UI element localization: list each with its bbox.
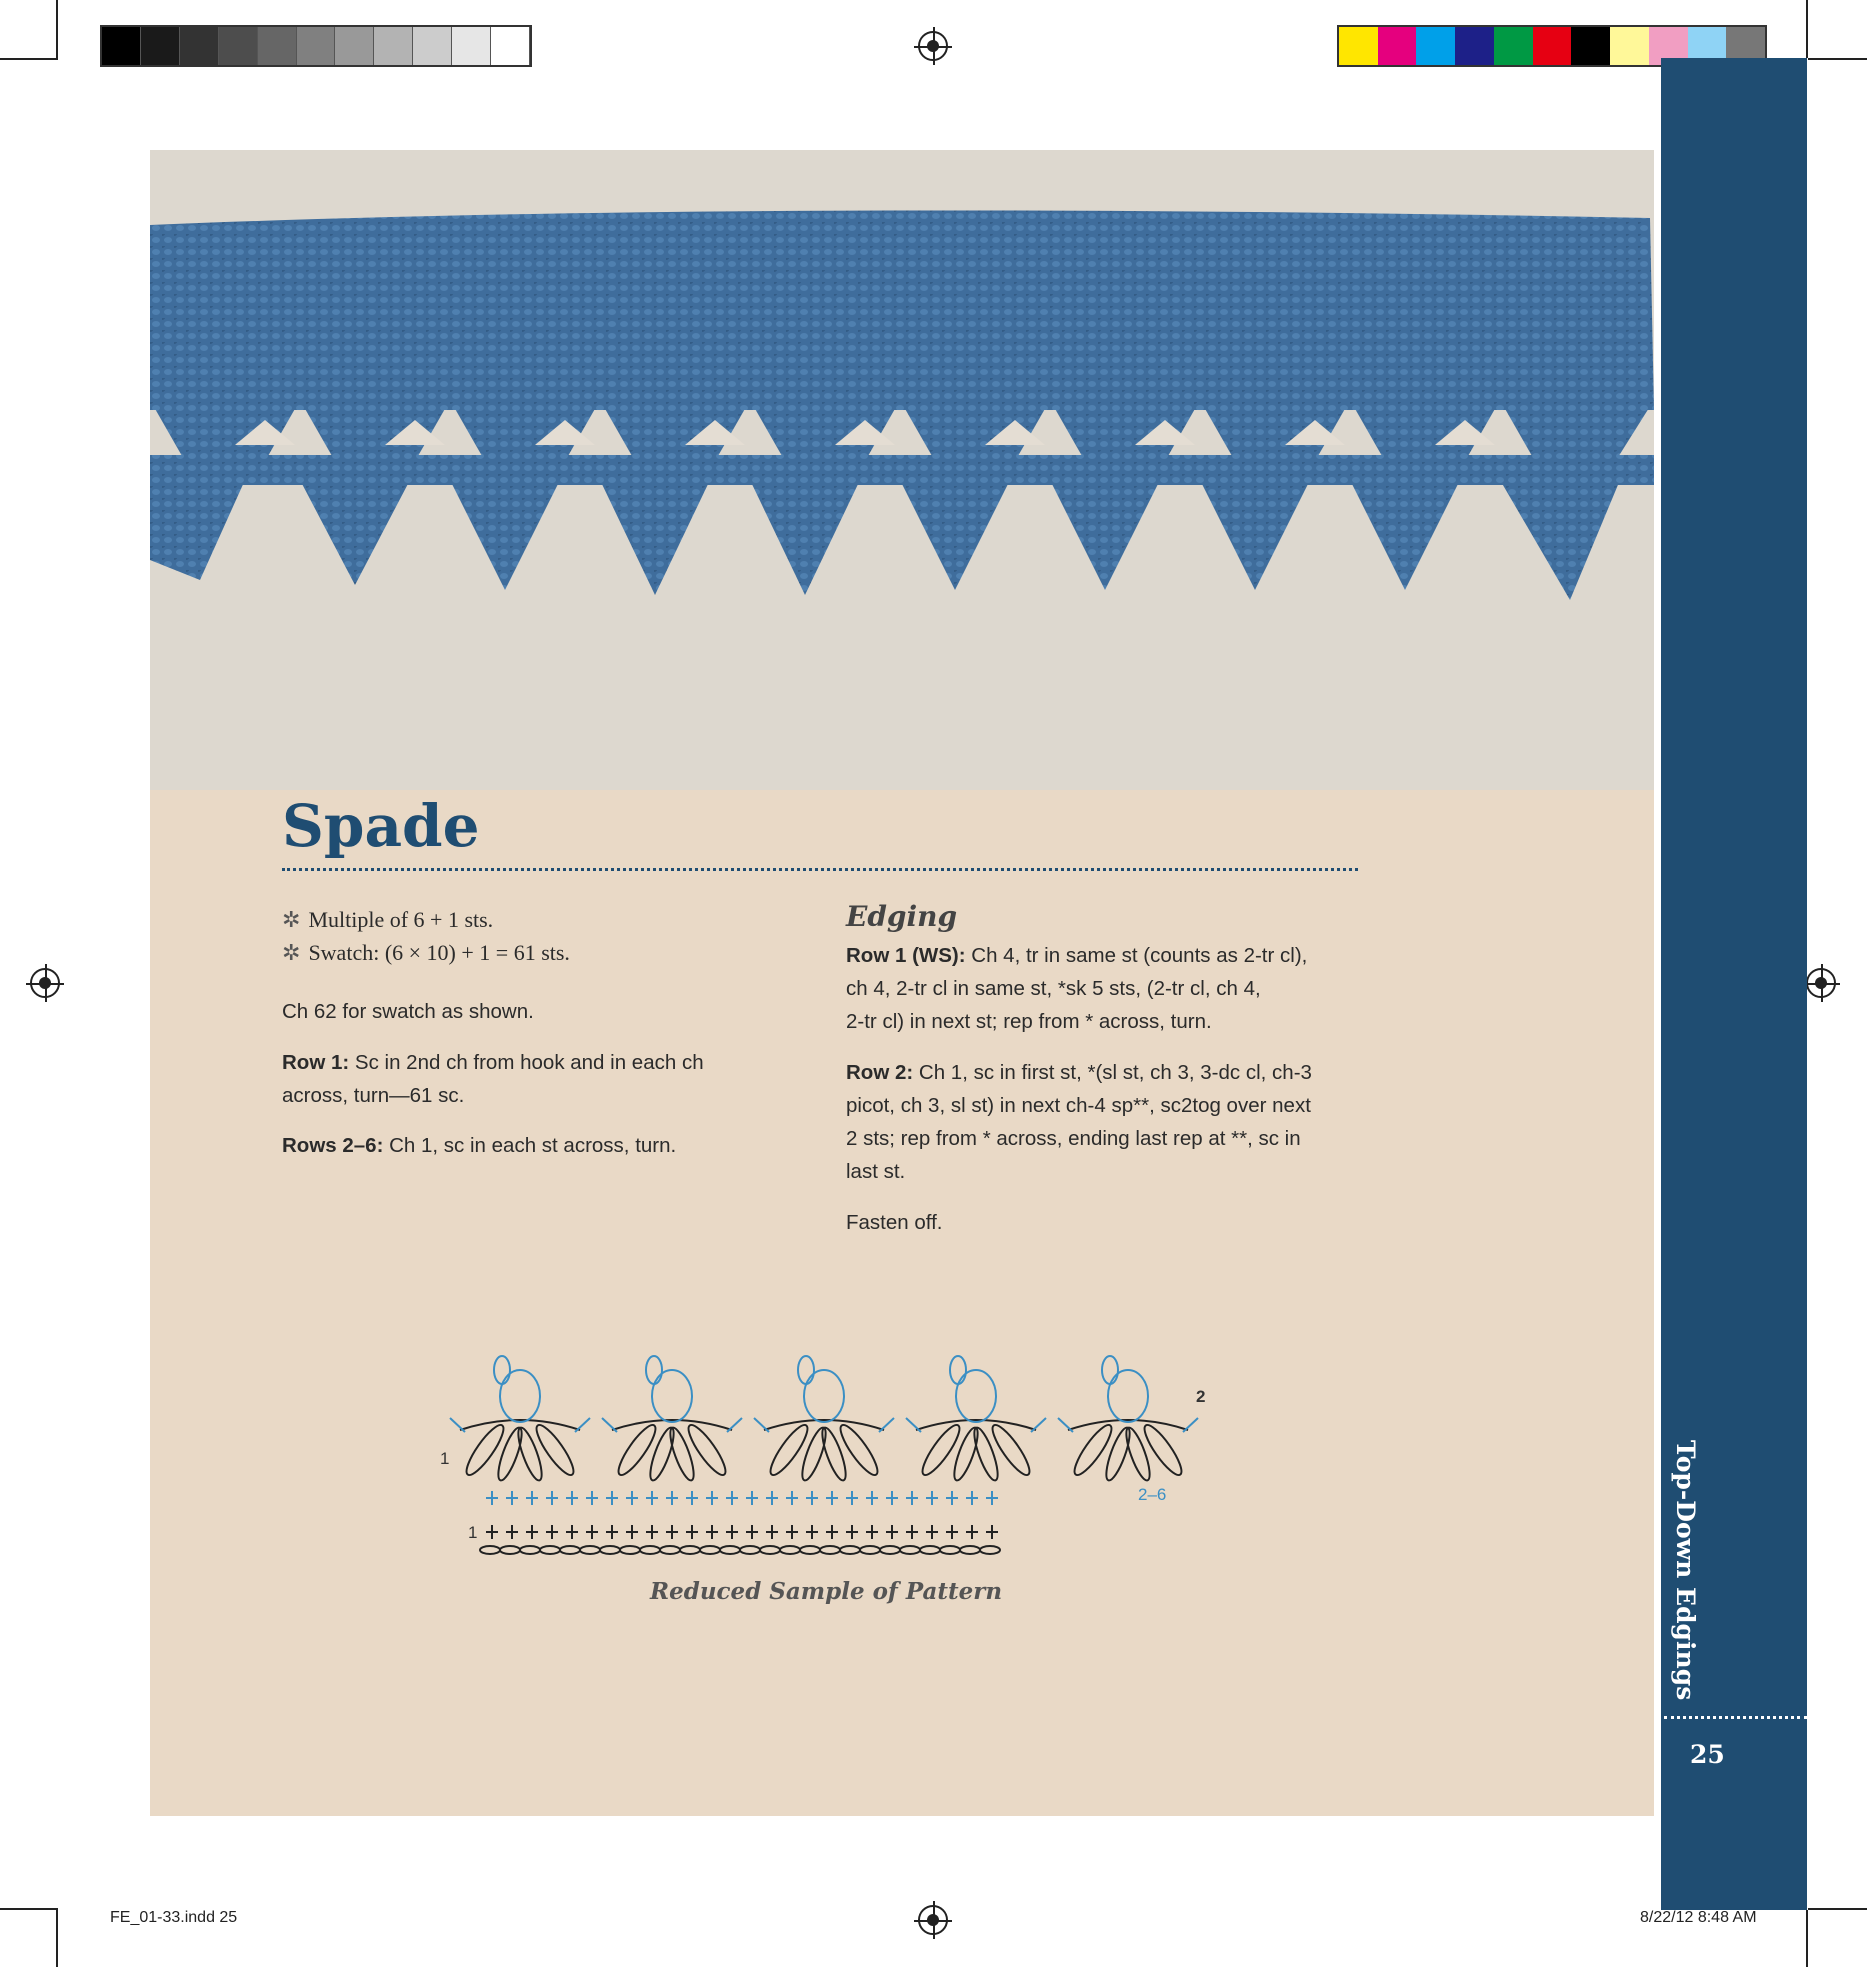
spec-swatch: ✲ Swatch: (6 × 10) + 1 = 61 sts. [282,940,570,965]
title-divider [282,868,1358,871]
sl-stitch [727,1418,742,1432]
page-number: 25 [1690,1740,1725,1769]
chain-stitch [880,1546,900,1554]
registration-mark-right [1806,968,1836,998]
sl-stitch [450,1418,465,1432]
row-1-instruction: Row 1: Sc in 2nd ch from hook and in each ch across, turn—61 sc. [282,1051,704,1107]
chain-stitch [980,1546,1000,1554]
sl-stitch [906,1418,921,1432]
chain-stitch [860,1546,880,1554]
rows-2-6-instruction: Rows 2–6: Ch 1, sc in each st across, turn. [282,1134,677,1157]
tr-cluster [666,1425,698,1482]
tr-cluster [646,1425,678,1482]
chain-stitch [560,1546,580,1554]
dc-cluster [1108,1370,1148,1422]
chain-stitch [660,1546,680,1554]
edging-heading: Edging [846,900,958,933]
crop-mark [56,0,58,58]
chart-row-label-2: 2 [1196,1387,1206,1406]
pattern-title: Spade [282,792,480,860]
tr-cluster [987,1421,1035,1479]
chain-stitch [840,1546,860,1554]
sl-stitch [754,1418,769,1432]
dc-cluster [956,1370,996,1422]
chain-stitch [800,1546,820,1554]
registration-mark-top [918,31,948,61]
chain-stitch [500,1546,520,1554]
tr-cluster [683,1421,731,1479]
tr-cluster [514,1425,546,1482]
chain-stitch [640,1546,660,1554]
sidebar-divider [1664,1716,1807,1719]
date-slug: 8/22/12 8:48 AM [1640,1909,1757,1926]
chain-stitch [720,1546,740,1554]
crop-mark [0,58,58,60]
picot [1102,1356,1118,1384]
chain-stitch [480,1546,500,1554]
tr-cluster [765,1421,813,1479]
chain-stitch [600,1546,620,1554]
crop-mark [1808,58,1867,60]
picot [494,1356,510,1384]
grayscale-calibration-bar [100,25,532,67]
chain-stitch [700,1546,720,1554]
tr-cluster [835,1421,883,1479]
sl-stitch [602,1418,617,1432]
chain-stitch [900,1546,920,1554]
tr-cluster [1122,1425,1154,1482]
edging-row-2-instruction: Row 2: Ch 1, sc in first st, *(sl st, ch 3, 3-dc cl, ch-3 picot, ch 3, sl st) in next ch-4 sp**, sc2tog over next 2 sts; rep from * across, ending last rep at **, sc in last st. [846,1061,1312,1183]
tr-cluster [798,1425,830,1482]
chain-stitch [540,1546,560,1554]
file-slug: FE_01-33.indd 25 [110,1909,238,1926]
picot [798,1356,814,1384]
crop-mark [1808,1908,1867,1910]
sl-stitch [879,1418,894,1432]
tr-cluster [1139,1421,1187,1479]
fasten-off-instruction: Fasten off. [846,1211,943,1234]
crop-mark [0,1908,58,1910]
chain-stitch [920,1546,940,1554]
tr-cluster [917,1421,965,1479]
tr-cluster [461,1421,509,1479]
sl-stitch [1058,1418,1073,1432]
sl-stitch [575,1418,590,1432]
dc-cluster [500,1370,540,1422]
gear-bullet-icon: ✲ [282,907,301,932]
picot [646,1356,662,1384]
tr-cluster [1069,1421,1117,1479]
crochet-swatch-photo [150,150,1654,790]
crop-mark [56,1910,58,1967]
sl-stitch [1183,1418,1198,1432]
chart-row-label-2-6: 2–6 [1138,1485,1167,1504]
chain-stitch [820,1546,840,1554]
tr-cluster [613,1421,661,1479]
tr-cluster [1102,1425,1134,1482]
chain-stitch [680,1546,700,1554]
chain-stitch [940,1546,960,1554]
crop-mark [1806,1910,1808,1967]
sl-stitch [1031,1418,1046,1432]
chain-stitch [620,1546,640,1554]
chart-caption: Reduced Sample of Pattern [650,1578,1003,1605]
tr-cluster [970,1425,1002,1482]
chain-stitch [740,1546,760,1554]
chain-stitch [760,1546,780,1554]
edging-row-1-instruction: Row 1 (WS): Ch 4, tr in same st (counts as 2-tr cl), ch 4, 2-tr cl in same st, *sk 5 sts, (2-tr cl, ch 4, 2-tr cl) in next st; rep from * across, turn. [846,944,1308,1033]
swatch-instruction: Ch 62 for swatch as shown. [282,1000,534,1023]
crop-mark [1806,0,1808,58]
spec-multiple: ✲ Multiple of 6 + 1 sts. [282,907,494,932]
chapter-title: Top-Down Edgings [1671,1440,1700,1701]
chart-row-label-1-bottom: 1 [468,1523,478,1542]
registration-mark-left [30,968,60,998]
chain-stitch [520,1546,540,1554]
chain-stitch [960,1546,980,1554]
gear-bullet-icon: ✲ [282,940,301,965]
tr-cluster [531,1421,579,1479]
chain-stitch [780,1546,800,1554]
stitch-chart [420,1310,1220,1570]
chain-stitch [580,1546,600,1554]
dc-cluster [652,1370,692,1422]
picot [950,1356,966,1384]
tr-cluster [818,1425,850,1482]
tr-cluster [494,1425,526,1482]
chart-row-label-1: 1 [440,1449,450,1468]
tr-cluster [950,1425,982,1482]
dc-cluster [804,1370,844,1422]
registration-mark-bottom [918,1905,948,1935]
